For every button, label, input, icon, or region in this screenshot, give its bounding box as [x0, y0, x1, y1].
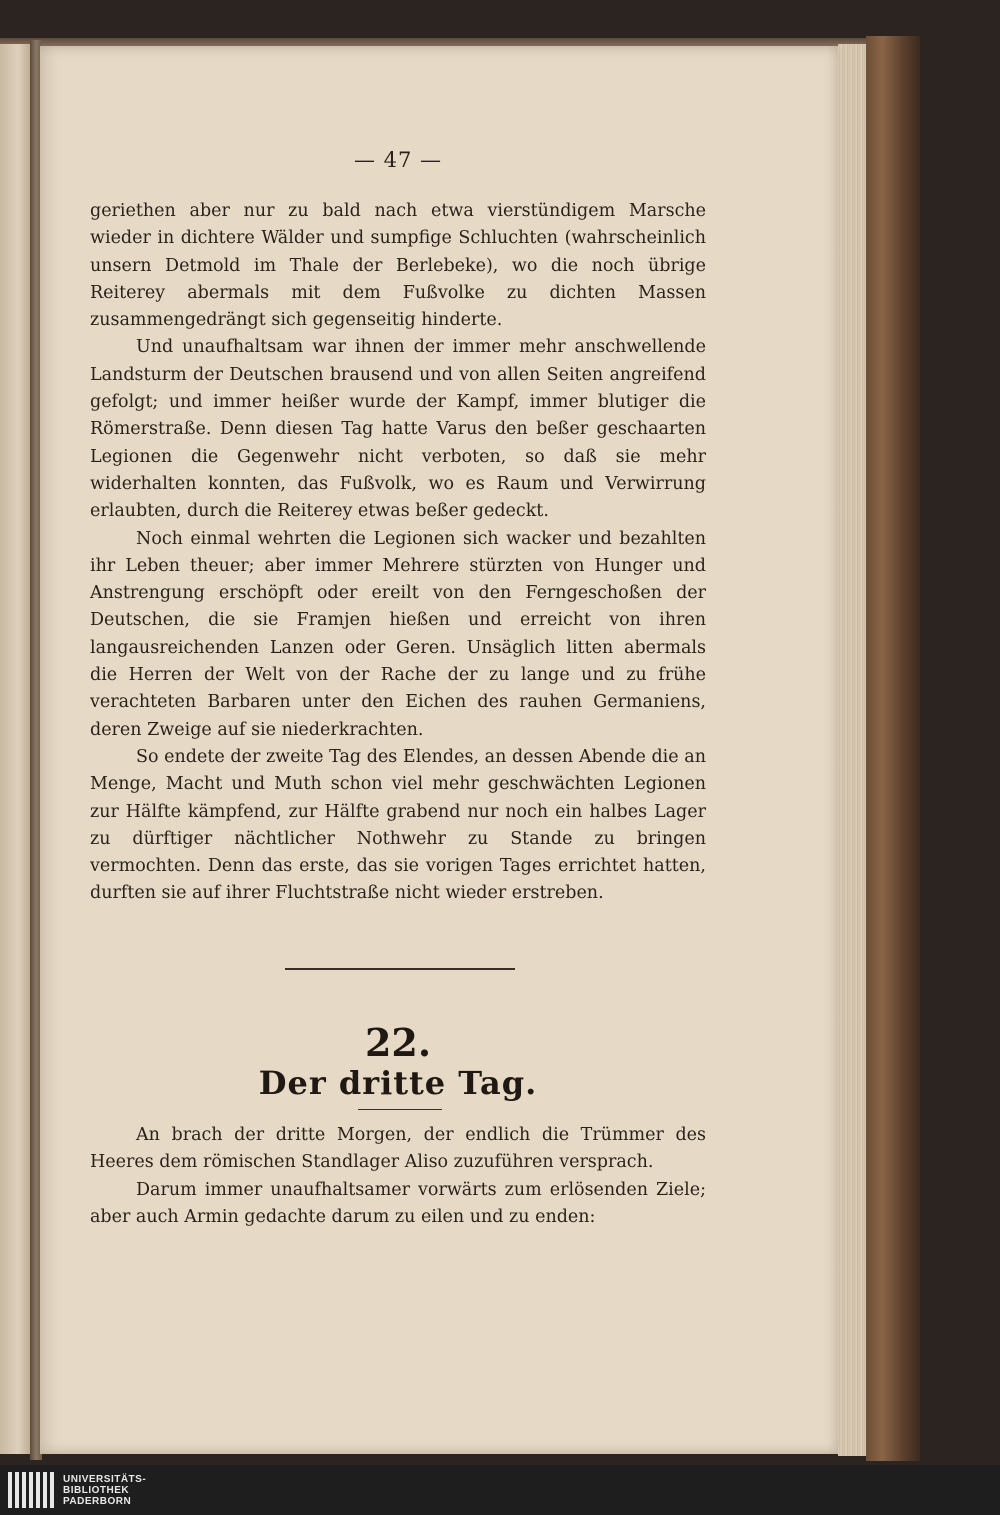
page-number-header: — 47 —: [353, 148, 443, 172]
library-logo-icon: [8, 1472, 54, 1508]
paragraph: geriethen aber nur zu bald nach etwa vierstündigem Marsche wieder in dichtere Wälder und sumpfige Schluchten (wahrscheinlich unsern Detmold im Thale der Berlebeke), wo die noch übrige Reiterey abermals mit dem Fußvolke zu dichten Massen zusammengedrängt sich gegenseitig hinderte.: [90, 201, 706, 331]
paragraph: An brach der dritte Morgen, der endlich die Trümmer des Heeres dem römischen Standlager Aliso zuzuführen versprach.: [90, 1125, 706, 1173]
chapter-text-block: [90, 1122, 706, 1231]
logo-line: BIBLIOTHEK: [63, 1484, 130, 1496]
library-logo-text: [63, 1474, 146, 1507]
left-page-edge: [0, 44, 30, 1454]
logo-line: PADERBORN: [63, 1495, 132, 1507]
chapter-number: 22.: [364, 1020, 432, 1065]
footer-bar: [0, 1465, 1000, 1515]
paragraph: Und unaufhaltsam war ihnen der immer mehr anschwellende Landsturm der Deutschen brausend und von allen Seiten angreifend gefolgt; und immer heißer wurde der Kampf, immer blutiger die Römerstraße. Denn diesen Tag hatte Varus den beßer geschaarten Legionen die Gegenwehr nicht verboten, so daß sie mehr widerhalten konnten, das Fußvolk, wo es Raum und Verwirrung erlaubten, durch die Reiterey etwas beßer gedeckt.: [90, 337, 706, 522]
paragraph: Noch einmal wehrten die Legionen sich wacker und bezahlten ihr Leben theuer; aber immer Mehrere stürzten von Hunger und Anstrengung erschöpft oder ereilt von den Ferngeschoßen der Deutschen, die sie Framjen hießen und erreicht von ihren langausreichenden Lanzen oder Geren. Unsäglich litten abermals die Herren der Welt von der Rache der zu lange und zu frühe verachteten Barbaren unter den Eichen des rauhen Germaniens, deren Zweige auf sie niederkrachten.: [90, 528, 706, 740]
paragraph: Darum immer unaufhaltsamer vorwärts zum erlösenden Ziele; aber auch Armin gedachte darum zu eilen und zu enden:: [90, 1179, 706, 1227]
logo-line: UNIVERSITÄTS-: [63, 1473, 147, 1485]
book-cover-right: [866, 36, 920, 1461]
main-text-block: [90, 198, 706, 908]
title-underline: [358, 1109, 442, 1110]
chapter-title: Der dritte Tag.: [258, 1064, 538, 1102]
library-logo: [8, 1470, 146, 1510]
paragraph: So endete der zweite Tag des Elendes, an dessen Abende die an Menge, Macht und Muth schon viel mehr geschwächten Legionen zur Hälfte kämpfend, zur Hälfte grabend nur noch ein halbes Lager zu dürftiger nächtlicher Nothwehr zu Stande zu bringen vermochten. Denn das erste, das sie vorigen Tages errichtet hatten, durften sie auf ihrer Fluchtstraße nicht wieder erstreben.: [90, 746, 706, 904]
page-edges: [838, 44, 866, 1456]
section-divider: [285, 968, 515, 970]
